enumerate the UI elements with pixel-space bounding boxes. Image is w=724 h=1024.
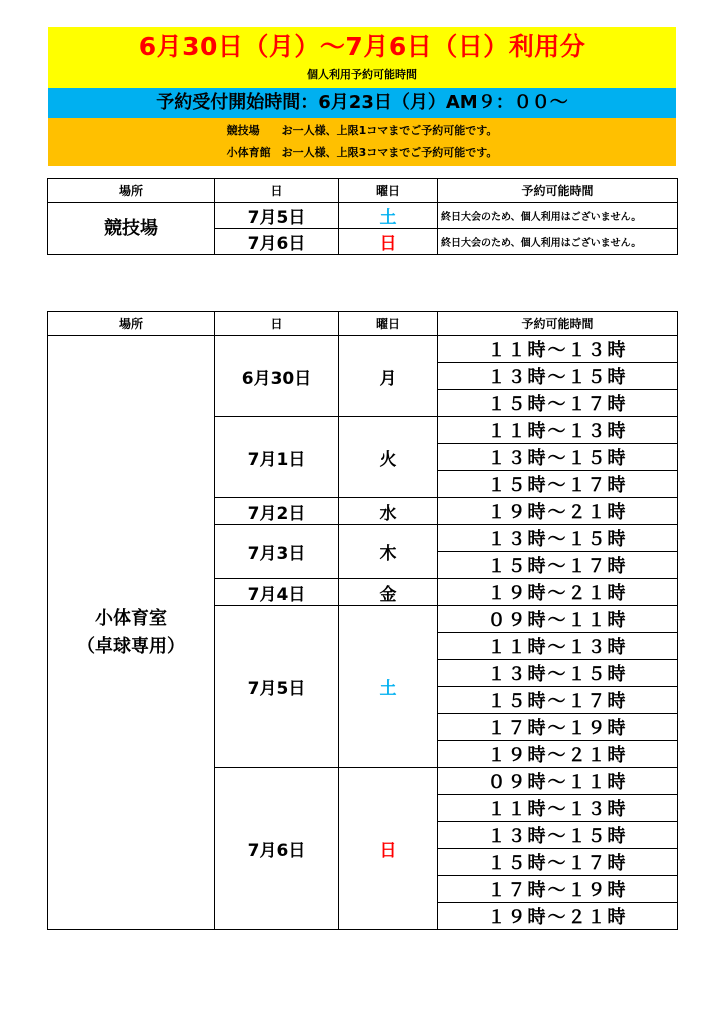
title-banner (48, 27, 676, 88)
time-slot-cell: １３時～１５時 (438, 525, 678, 552)
table-header-row (48, 312, 678, 336)
weekday-cell: 土 (339, 606, 438, 768)
weekday-cell: 水 (339, 498, 438, 525)
weekday-cell: 日 (339, 229, 438, 255)
header-date: 日 (215, 312, 339, 336)
time-slot-cell: １３時～１５時 (438, 363, 678, 390)
time-slot-cell: １５時～１７時 (438, 687, 678, 714)
table-header-row (48, 179, 678, 203)
notes-banner (48, 118, 676, 166)
date-cell: 7月6日 (215, 229, 339, 255)
date-cell: 7月4日 (215, 579, 339, 606)
date-cell: 7月1日 (215, 417, 339, 498)
reception-banner: 予約受付開始時間：6月23日（月）AM９：００～ (48, 88, 676, 118)
time-slot-cell: １５時～１７時 (438, 390, 678, 417)
time-slot-cell: １５時～１７時 (438, 849, 678, 876)
header-place: 場所 (48, 312, 215, 336)
note-cell: 終日大会のため、個人利用はございません。 (438, 229, 678, 255)
weekday-cell: 金 (339, 579, 438, 606)
header-weekday: 曜日 (339, 312, 438, 336)
time-slot-cell: １３時～１５時 (438, 822, 678, 849)
gym-table (47, 311, 678, 930)
header-date: 日 (215, 179, 339, 203)
page-subtitle: 個人利用予約可能時間 (307, 68, 417, 81)
place-cell (48, 336, 215, 930)
place-cell: 競技場 (48, 203, 215, 255)
note-line: 競技場 お一人様、上限1コマまでご予約可能です。 (226, 124, 498, 137)
time-slot-cell: １７時～１９時 (438, 876, 678, 903)
header-time: 予約可能時間 (438, 179, 678, 203)
stadium-table (47, 178, 678, 255)
date-cell: 7月5日 (215, 203, 339, 229)
place-line: （卓球専用） (77, 635, 185, 657)
time-slot-cell: １１時～１３時 (438, 795, 678, 822)
time-slot-cell: １９時～２１時 (438, 579, 678, 606)
date-cell: 6月30日 (215, 336, 339, 417)
note-line: 小体育館 お一人様、上限3コマまでご予約可能です。 (226, 146, 498, 159)
time-slot-cell: １３時～１５時 (438, 444, 678, 471)
weekday-cell: 土 (339, 203, 438, 229)
weekday-cell: 木 (339, 525, 438, 579)
page-title: 6月30日（月）～7月6日（日）利用分 (138, 32, 586, 61)
time-slot-cell: １３時～１５時 (438, 660, 678, 687)
table-row (48, 336, 678, 363)
time-slot-cell: ０９時～１１時 (438, 606, 678, 633)
time-slot-cell: １９時～２１時 (438, 903, 678, 930)
place-line: 小体育室 (95, 607, 167, 629)
weekday-cell: 火 (339, 417, 438, 498)
date-cell: 7月5日 (215, 606, 339, 768)
time-slot-cell: １９時～２１時 (438, 498, 678, 525)
time-slot-cell: １１時～１３時 (438, 417, 678, 444)
time-slot-cell: １１時～１３時 (438, 633, 678, 660)
header-place: 場所 (48, 179, 215, 203)
header-time: 予約可能時間 (438, 312, 678, 336)
note-cell: 終日大会のため、個人利用はございません。 (438, 203, 678, 229)
time-slot-cell: １５時～１７時 (438, 471, 678, 498)
weekday-cell: 日 (339, 768, 438, 930)
time-slot-cell: １７時～１９時 (438, 714, 678, 741)
time-slot-cell: ０９時～１１時 (438, 768, 678, 795)
time-slot-cell: １９時～２１時 (438, 741, 678, 768)
header-weekday: 曜日 (339, 179, 438, 203)
date-cell: 7月3日 (215, 525, 339, 579)
date-cell: 7月6日 (215, 768, 339, 930)
date-cell: 7月2日 (215, 498, 339, 525)
table-row (48, 203, 678, 229)
time-slot-cell: １５時～１７時 (438, 552, 678, 579)
time-slot-cell: １１時～１３時 (438, 336, 678, 363)
weekday-cell: 月 (339, 336, 438, 417)
